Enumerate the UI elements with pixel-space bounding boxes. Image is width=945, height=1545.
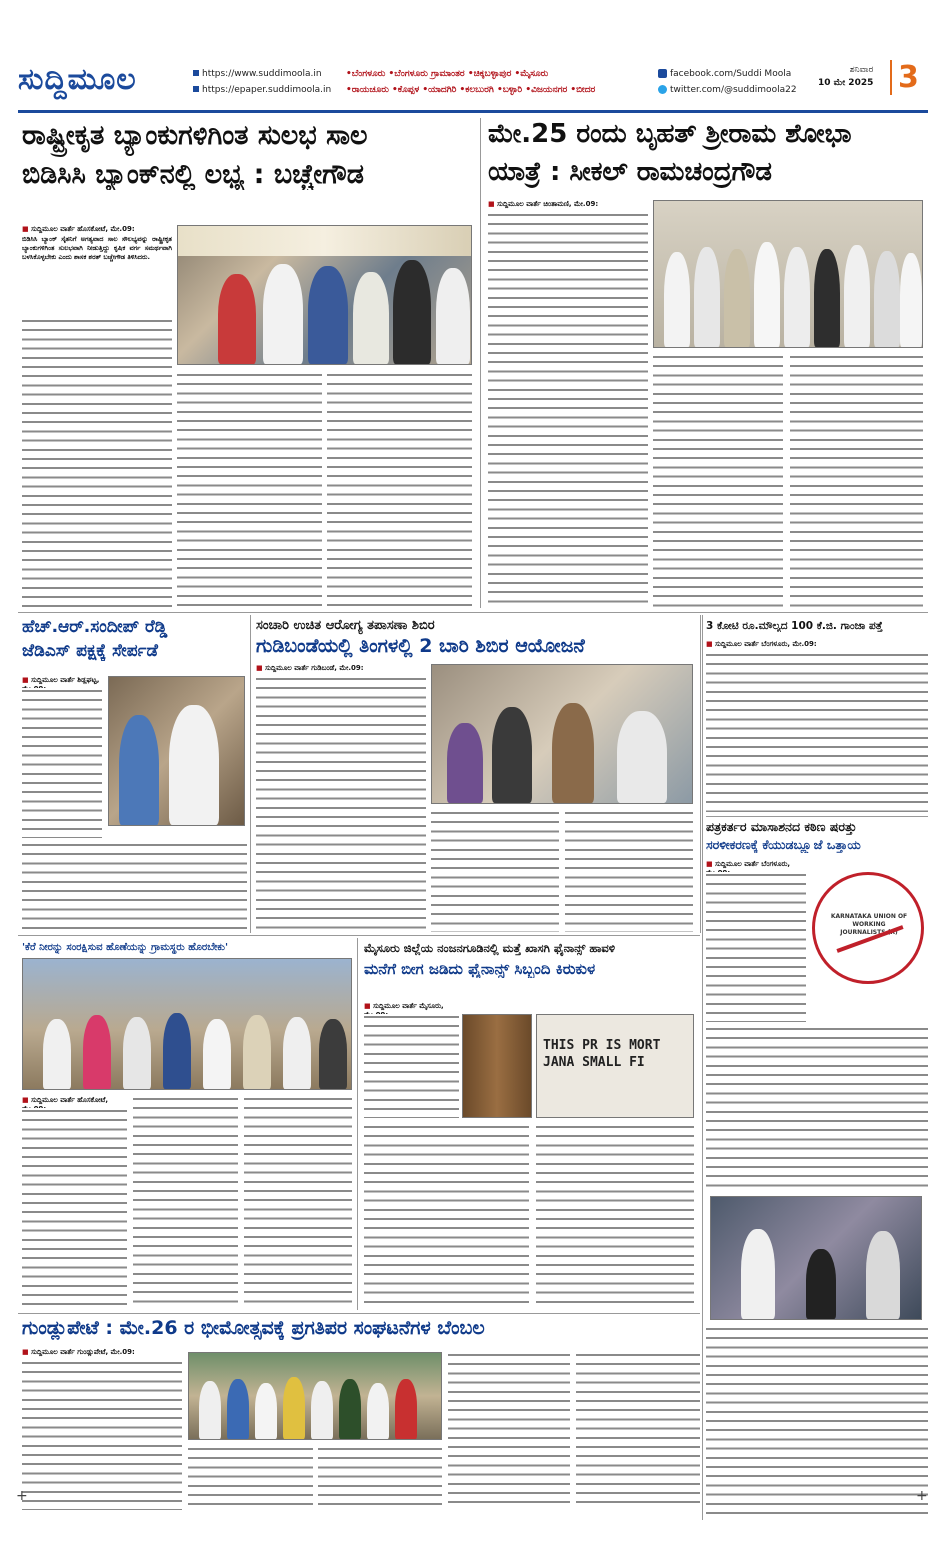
story9-body-col2 [188, 1446, 313, 1510]
facebook-icon [658, 69, 667, 78]
newspaper-logo: ಸುದ್ದಿಮೂಲ [18, 62, 137, 97]
page-number: 3 [890, 60, 919, 95]
story6-byline: ■ ಸುದ್ದಿಮೂಲ ವಾರ್ತೆ ಬೆಂಗಳೂರು, [706, 860, 806, 878]
cities-line: •ಬೆಂಗಳೂರು •ಬೆಂಗಳೂರು ಗ್ರಾಮಾಂತರ •ಚಿಕ್ಕಬಳ್ಳಾಪುರ •ಮೈಸೂರು [346, 69, 549, 79]
story2-byline: ■ ಸುದ್ದಿಮೂಲ ವಾರ್ತೆ ಚಿಂತಾಮಣಿ, ಮೇ.09: [488, 200, 648, 209]
section-divider [18, 1313, 700, 1314]
issue-day: ಶನಿವಾರ [849, 65, 874, 75]
column-divider [357, 938, 358, 1310]
story6-body [706, 872, 806, 1022]
story7-body [22, 1108, 127, 1308]
column-divider [702, 615, 703, 1520]
twitter-link[interactable]: twitter.com/@suddimoola22 [670, 85, 797, 95]
story9-body [22, 1360, 182, 1510]
story6-photo [710, 1196, 922, 1320]
edition-cities [346, 66, 595, 98]
cities-line: •ರಾಯಚೂರು •ಕೊಪ್ಪಳ •ಯಾದಗಿರಿ •ಕಲಬುರಗಿ •ಬಳ್ಳಾರಿ •ವಿಜಯನಗರ •ಬೀದರ [346, 85, 596, 95]
story2-body-col3 [790, 354, 923, 608]
masthead-rule [18, 110, 928, 113]
story1-body-col3 [327, 372, 472, 608]
story5-byline: ■ ಸುದ್ದಿಮೂಲ ವಾರ್ತೆ ಬೆಂಗಳೂರು, ಮೇ.09: [706, 640, 928, 649]
section-divider [18, 612, 928, 613]
story8-body [364, 1014, 459, 1118]
story9-headline: ಗುಂಡ್ಲುಪೇಟೆ : ಮೇ.26 ರ ಭೀಮೋತ್ಸವಕ್ಕೆ ಪ್ರಗತಿಪರ ಸಂಘಟನೆಗಳ ಬೆಂಬಲ [22, 1318, 485, 1339]
story2-headline [488, 120, 928, 188]
headline-line: ಸರಳೀಕರಣಕ್ಕೆ ಕೆಯುಡಬ್ಲ್ಯೂಜೆ ಒತ್ತಾಯ [706, 837, 861, 853]
story9-photo [188, 1352, 442, 1440]
headline-line: ಮೇ.25 ರಂದು ಬೃಹತ್ ಶ್ರೀರಾಮ ಶೋಭಾ [488, 120, 852, 149]
story4-body-col2 [431, 810, 559, 932]
crop-mark-icon: + [916, 1488, 928, 1504]
story8-wall-photo [536, 1014, 694, 1118]
story7-headline: 'ಕೆರೆ ನೀರನ್ನು ಸಂರಕ್ಷಿಸುವ ಹೊಣೆಯನ್ನು ಗ್ರಾಮಸ್ಥರು ಹೊರಬೇಕು' [22, 942, 229, 953]
story8-headline [364, 942, 700, 978]
story1-headline [22, 120, 477, 190]
headline-line: ಜೆಡಿಎಸ್ ಪಕ್ಷಕ್ಕೆ ಸೇರ್ಪಡೆ [22, 640, 158, 661]
headline-line: ಮೈಸೂರು ಜಿಲ್ಲೆಯ ನಂಜನಗೂಡಿನಲ್ಲಿ ಮತ್ತೆ ಖಾಸಗಿ ಫೈನಾನ್ಸ್ ಹಾವಳಿ [364, 942, 616, 955]
story7-body-col3 [244, 1096, 352, 1308]
social-links [658, 66, 797, 98]
story4-body [256, 676, 426, 932]
story8-byline: ■ ಸುದ್ದಿಮೂಲ ವಾರ್ತೆ ಮೈಸೂರು, [364, 1002, 459, 1020]
story3-body-full [22, 842, 247, 930]
issue-date-text: 10 ಮೇ 2025 [818, 78, 874, 88]
emblem-text: KARNATAKA UNION OF WORKING JOURNALISTS (R) [830, 913, 908, 936]
story1-byline: ■ ಸುದ್ದಿಮೂಲ ವಾರ್ತೆ ಹೊಸಕೋಟೆ, ಮೇ.09: [22, 225, 172, 234]
story2-body [488, 212, 648, 608]
link-icon [193, 70, 199, 76]
headline-line: ಬಿಡಿಸಿಸಿ ಬ್ಯಾಂಕ್‌ನಲ್ಲಿ ಲಭ್ಯ : ಬಚ್ಚೇಗೌಡ [22, 159, 364, 191]
story9-byline: ■ ಸುದ್ದಿಮೂಲ ವಾರ್ತೆ ಗುಂಡ್ಲುಪೇಟೆ, ಮೇ.09: [22, 1348, 182, 1357]
union-emblem [812, 872, 924, 984]
story8-body-col2 [536, 1124, 694, 1308]
story5-headline: 3 ಕೋಟಿ ರೂ.ಮೌಲ್ಯದ 100 ಕೆ.ಜಿ. ಗಾಂಜಾ ಪತ್ತೆ [706, 620, 883, 632]
website-url[interactable]: https://www.suddimoola.in [202, 69, 322, 79]
story9-body-col5 [576, 1352, 700, 1510]
story1-body-col2 [177, 372, 322, 608]
story1-body [22, 318, 172, 608]
facebook-link[interactable]: facebook.com/Suddi Moola [670, 69, 792, 79]
story1-photo [177, 225, 472, 365]
story9-body-col3 [318, 1446, 442, 1510]
issue-date [818, 64, 873, 90]
wall-text: THIS PR IS MORT JANA SMALL FI [543, 1038, 661, 1070]
story2-body-col2 [653, 354, 783, 608]
epaper-url[interactable]: https://epaper.suddimoola.in [202, 85, 332, 95]
column-divider [700, 615, 701, 933]
story4-headline: ಗುಡಿಬಂಡೆಯಲ್ಲಿ ತಿಂಗಳಲ್ಲಿ 2 ಬಾರಿ ಶಿಬಿರ ಆಯೋಜನೆ [256, 636, 585, 657]
headline-line: ರಾಷ್ಟ್ರೀಕೃತ ಬ್ಯಾಂಕುಗಳಿಗಿಂತ ಸುಲಭ ಸಾಲ [22, 120, 368, 151]
section-divider [18, 935, 700, 936]
story3-headline [22, 618, 247, 661]
masthead [18, 60, 923, 108]
masthead-urls [193, 66, 331, 98]
story4-body-col3 [565, 810, 693, 932]
story4-byline: ■ ಸುದ್ದಿಮೂಲ ವಾರ್ತೆ ಗುಡಿಬಂಡೆ, ಮೇ.09: [256, 664, 426, 673]
story1-lead: ಬಿಡಿಸಿಸಿ ಬ್ಯಾಂಕ್ ಸೈತನಿಗೆ ಅಗತ್ಯವಾದ ಸಾಲ ಸೌಲಭ್ಯವನ್ನು ರಾಷ್ಟ್ರೀಕೃತ ಬ್ಯಾಂಕುಗಳಿಗಿಂತ ಸುಲಭವಾಗಿ ನೀಡುತ್ತಿದ್ದು ಕೃಷಿಕ ವರ್ಗ ಸಮರ್ಥವಾಗಿ ಬಳಸಿಕೊಳ್ಳಬೇಕು ಎಂದು ಶಾಸಕ ಶರತ್ ಬಚ್ಚೇಗೌಡ ತಿಳಿಸಿದರು. [22, 235, 172, 262]
section-divider [706, 816, 928, 817]
story5-body [706, 652, 928, 812]
link-icon [193, 86, 199, 92]
story6-caption [706, 1326, 928, 1516]
column-divider [250, 615, 251, 933]
headline-line: ಪತ್ರಕರ್ತರ ಮಾಸಾಶನದ ಕಠಿಣ ಷರತ್ತು [706, 820, 857, 834]
story3-byline: ■ ಸುದ್ದಿಮೂಲ ವಾರ್ತೆ ಶಿಡ್ಲಘಟ್ಟ, [22, 676, 102, 694]
story2-photo [653, 200, 923, 348]
story3-photo [108, 676, 245, 826]
story6-headline [706, 820, 928, 853]
story7-byline: ■ ಸುದ್ದಿಮೂಲ ವಾರ್ತೆ ಹೊಸಕೋಟೆ, [22, 1096, 127, 1114]
story8-body-col1 [364, 1124, 529, 1308]
story9-body-col4 [448, 1352, 570, 1510]
story8-door-photo [462, 1014, 532, 1118]
headline-line: ಯಾತ್ರೆ : ಸೀಕಲ್ ರಾಮಚಂದ್ರಗೌಡ [488, 156, 772, 187]
story4-photo [431, 664, 693, 804]
story7-photo [22, 958, 352, 1090]
twitter-icon [658, 85, 667, 94]
crop-mark-icon: + [16, 1488, 28, 1504]
story4-kicker: ಸಂಚಾರಿ ಉಚಿತ ಆರೋಗ್ಯ ತಪಾಸಣಾ ಶಿಬಿರ [256, 618, 435, 633]
column-divider [480, 118, 481, 608]
headline-line: ಹೆಚ್.ಆರ್.ಸಂದೀಪ್ ರೆಡ್ಡಿ [22, 618, 168, 637]
story6-body-full [706, 1026, 928, 1190]
story3-body [22, 688, 102, 838]
story7-body-col2 [133, 1096, 238, 1308]
headline-line: ಮನೆಗೆ ಬೀಗ ಜಡಿದು ಫೈನಾನ್ಸ್ ಸಿಬ್ಬಂದಿ ಕಿರುಕುಳ [364, 960, 596, 979]
